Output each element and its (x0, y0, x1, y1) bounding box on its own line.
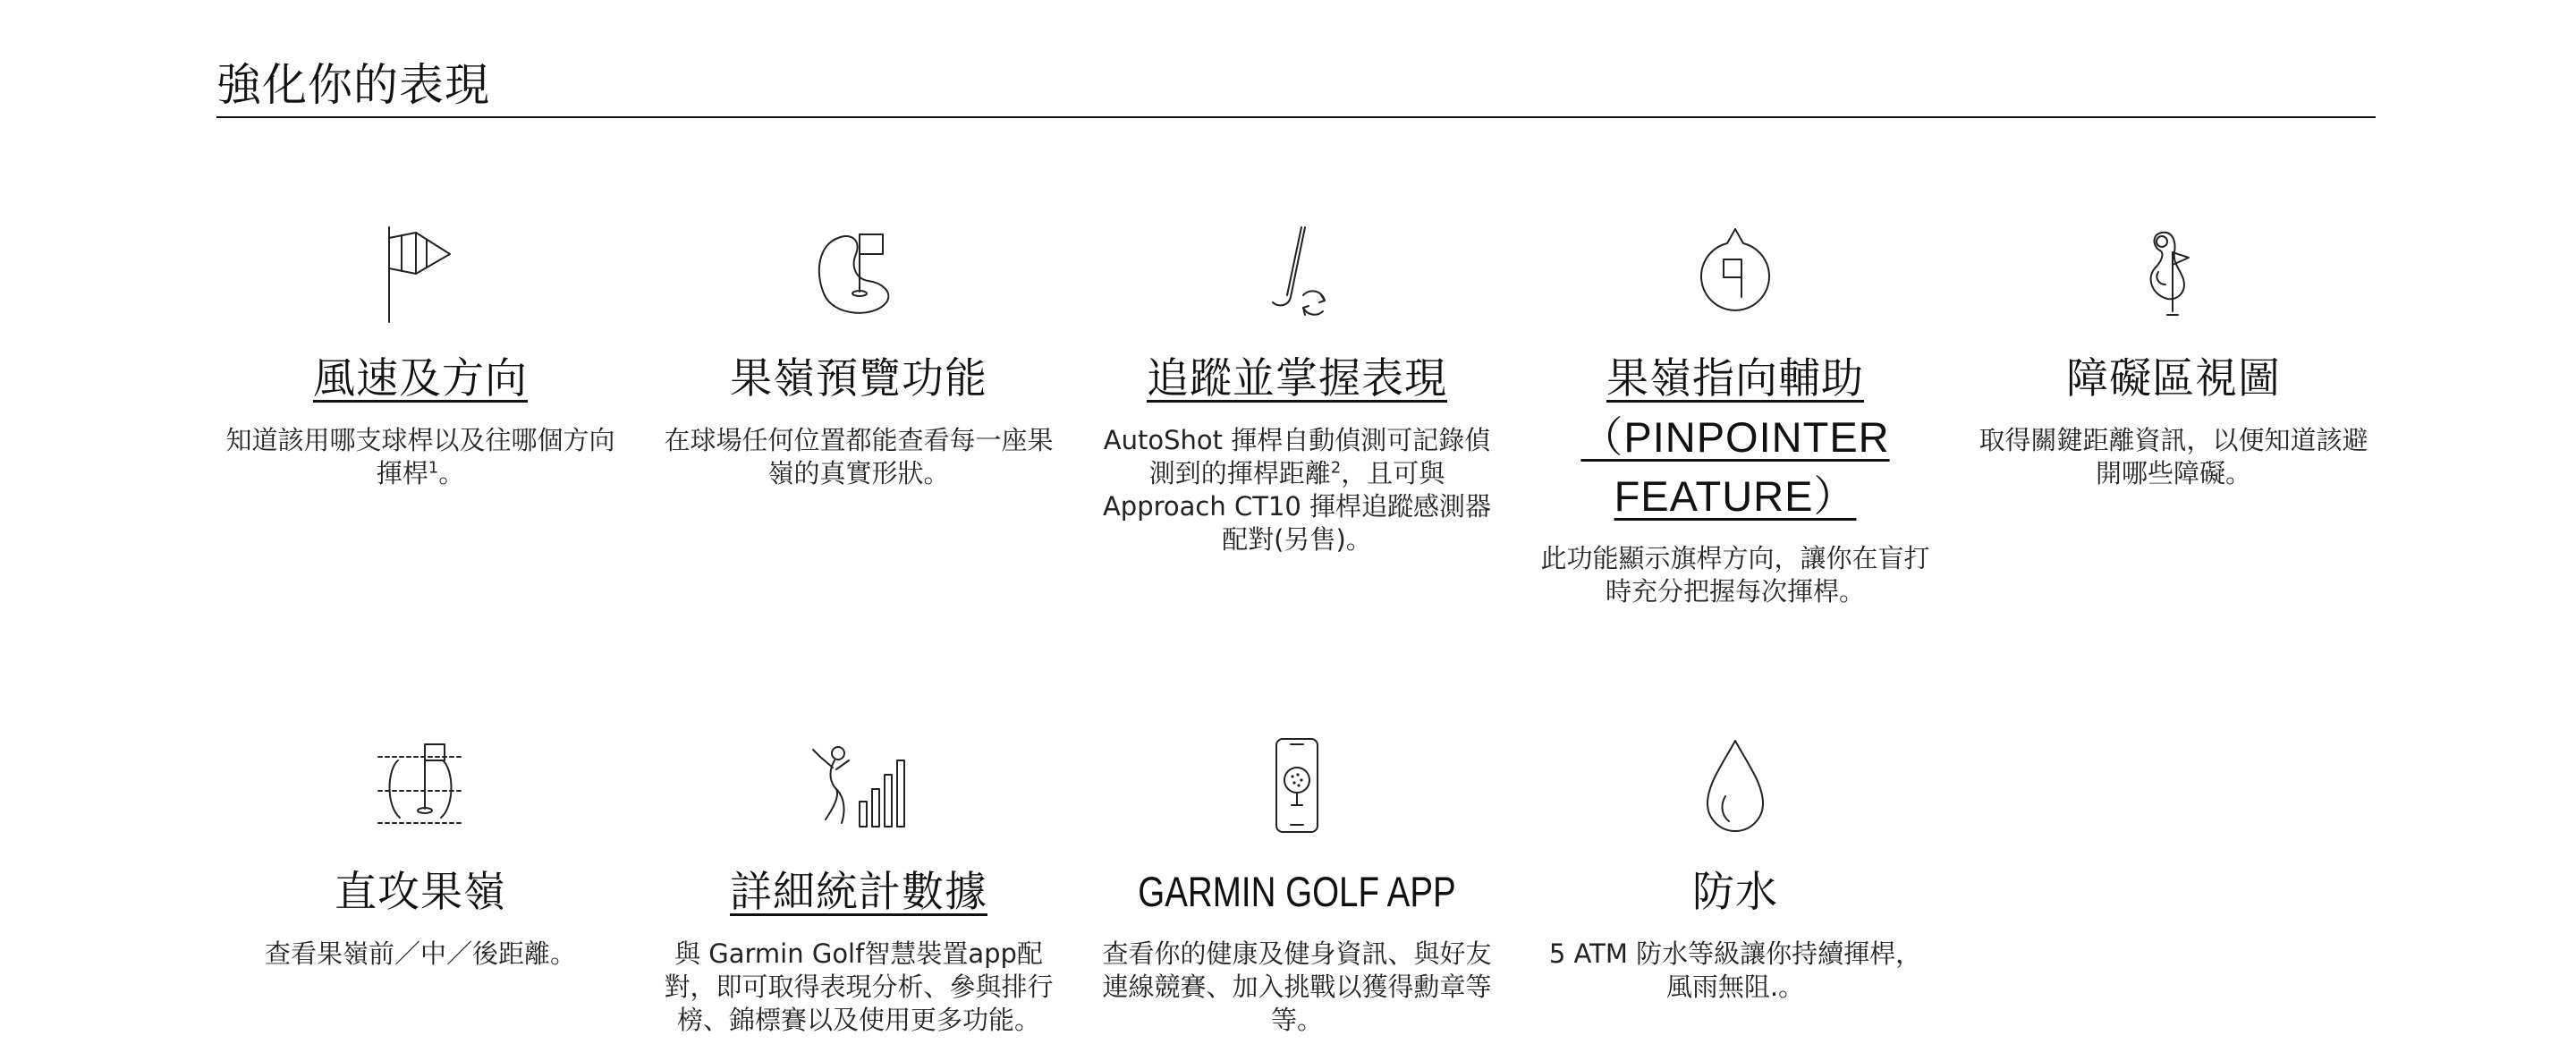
feature-waterproof (1531, 734, 1939, 1004)
feature-green-preview (655, 220, 1063, 490)
feature-wind (216, 220, 624, 490)
feature-description: 知道該用哪支球桿以及往哪個方向揮桿$^1$。 (225, 425, 615, 488)
green-flag-icon (801, 220, 917, 327)
feature-title: GARMIN GOLF APP (1138, 868, 1456, 915)
feature-description: AutoShot 揮桿自動偵測可記錄偵測到的揮桿距離$^2$，且可與 Approach CT10 揮桿追蹤感測器配對(另售)。 (1102, 425, 1492, 555)
feature-title: 防水 (1692, 868, 1778, 915)
feature-description: 此功能顯示旗桿方向，讓你在盲打時充分把握每次揮桿。 (1540, 543, 1930, 607)
feature-garmin-golf-app (1093, 734, 1501, 1037)
feature-description: 在球場任何位置都能查看每一座果嶺的真實形狀。 (664, 425, 1054, 488)
feature-hazard-view (1970, 220, 2377, 490)
phone-golf-icon (1239, 734, 1355, 841)
feature-description: 與 Garmin Golf智慧裝置app配對，即可取得表現分析、參與排行榜、錦標賽以及使用更多功能。 (664, 938, 1054, 1035)
hazard-view-icon (2115, 220, 2232, 327)
feature-title-link[interactable]: 風速及方向 (313, 354, 528, 402)
section-title: 強化你的表現 (216, 52, 2376, 118)
windsock-icon (362, 220, 479, 327)
feature-description: 查看你的健康及健身資訊、與好友連線競賽、加入挑戰以獲得勳章等等。 (1102, 938, 1492, 1035)
feature-description: 5 ATM 防水等級讓你持續揮桿，風雨無阻.。 (1548, 938, 1922, 1002)
feature-track-performance (1093, 220, 1501, 556)
feature-title-link[interactable]: 果嶺指向輔助（PINPOINTER FEATURE） (1580, 354, 1890, 520)
feature-description: 取得關鍵距離資訊，以便知道該避開哪些障礙。 (1979, 425, 2368, 488)
feature-title-link[interactable]: 詳細統計數據 (730, 868, 987, 915)
stats-golfer-icon (801, 734, 917, 841)
feature-title: 障礙區視圖 (2066, 354, 2281, 402)
feature-detailed-stats (655, 734, 1063, 1037)
feature-pinpointer (1531, 220, 1939, 608)
feature-title: 果嶺預覽功能 (730, 354, 987, 402)
pinpointer-icon (1677, 220, 1793, 327)
water-drop-icon (1677, 734, 1793, 841)
feature-description: 查看果嶺前／中／後距離。 (264, 938, 576, 969)
performance-section (216, 52, 2376, 1035)
feature-title-link[interactable]: 追蹤並掌握表現 (1147, 354, 1447, 402)
green-distance-icon (362, 734, 479, 841)
feature-title: 直攻果嶺 (335, 868, 506, 915)
feature-green-distance (216, 734, 624, 971)
club-swing-icon (1239, 220, 1355, 327)
